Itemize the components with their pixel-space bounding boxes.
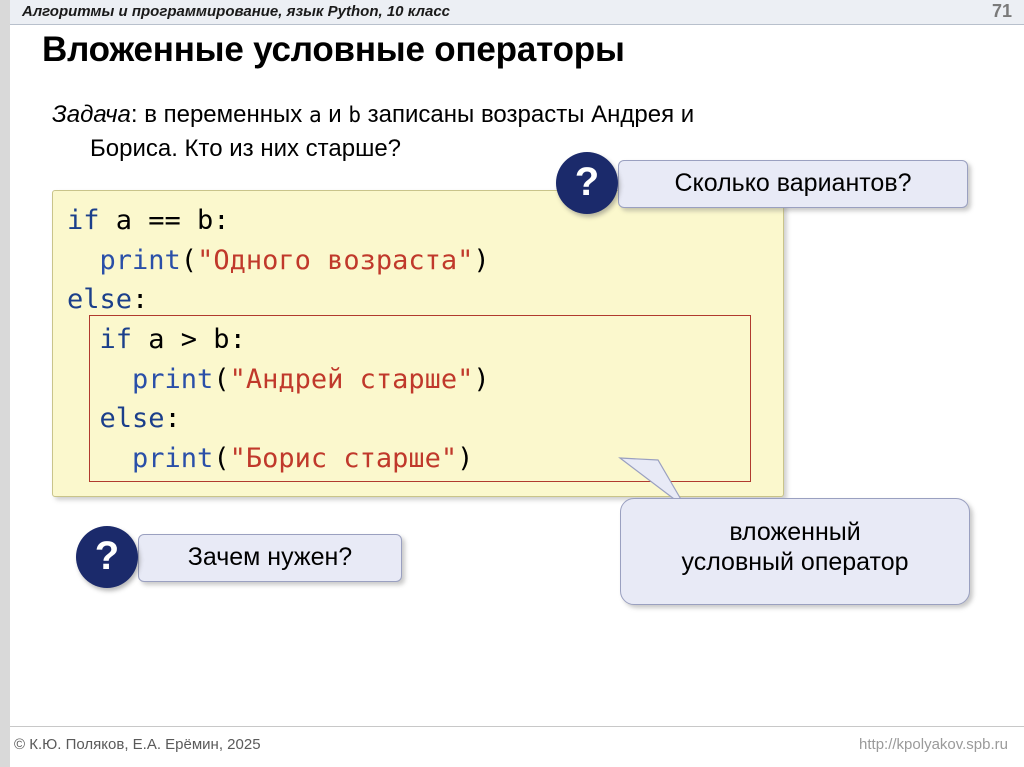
task-var-a: a bbox=[308, 103, 322, 127]
footer-url[interactable]: http://kpolyakov.spb.ru bbox=[859, 736, 1008, 753]
footer-divider bbox=[10, 726, 1024, 727]
callout-how-many-variants bbox=[618, 160, 968, 208]
code-string-2: "Андрей старше" bbox=[229, 363, 474, 395]
code-listing bbox=[67, 201, 490, 479]
code-keyword-if-outer: if bbox=[67, 205, 100, 236]
callout-nested-conditional bbox=[620, 498, 970, 605]
page-number: 71 bbox=[991, 1, 1012, 21]
task-text-1: : в переменных bbox=[130, 101, 309, 128]
callout-nested-text bbox=[621, 499, 969, 577]
code-paren-open-2: ( bbox=[213, 363, 230, 395]
code-line3-rest: : bbox=[132, 284, 149, 316]
slide-header bbox=[10, 0, 1024, 25]
task-label: Задача bbox=[52, 101, 131, 128]
code-print-1: print bbox=[99, 244, 181, 276]
course-title: Алгоритмы и программирование, язык Python, 10 класс bbox=[22, 3, 451, 20]
task-text-2: и bbox=[321, 101, 349, 128]
code-line4-rest: a > b: bbox=[132, 324, 246, 356]
page-title: Вложенные условные операторы bbox=[42, 30, 625, 69]
callout-nested-line1: вложенный bbox=[729, 518, 861, 546]
code-keyword-if-inner: if bbox=[99, 324, 133, 356]
code-line1-rest: a == b: bbox=[99, 205, 230, 236]
code-keyword-else-outer: else bbox=[67, 284, 133, 316]
code-string-3: "Борис старше" bbox=[229, 443, 458, 475]
code-paren-close-3: ) bbox=[457, 443, 474, 475]
question-glyph-2: ? bbox=[94, 534, 120, 578]
code-string-1: "Одного возраста" bbox=[197, 244, 474, 276]
footer-copyright: © К.Ю. Поляков, Е.А. Ерёмин, 2025 bbox=[14, 736, 261, 753]
code-print-3: print bbox=[132, 443, 214, 475]
task-line-2: Бориса. Кто из них старше? bbox=[90, 135, 402, 163]
code-paren-open-3: ( bbox=[213, 443, 230, 475]
question-mark-icon-2 bbox=[76, 526, 138, 588]
code-print-2: print bbox=[132, 363, 214, 395]
callout-why-text: Зачем нужен? bbox=[187, 543, 353, 571]
question-mark-icon bbox=[556, 152, 618, 214]
callout-variants-text: Сколько вариантов? bbox=[674, 169, 912, 197]
task-statement bbox=[52, 98, 792, 166]
left-accent-bar bbox=[0, 0, 10, 767]
code-paren-close-1: ) bbox=[473, 244, 490, 276]
code-paren-close-2: ) bbox=[473, 363, 490, 395]
callout-why-needed bbox=[138, 534, 402, 582]
code-paren-open-1: ( bbox=[180, 244, 198, 276]
question-glyph: ? bbox=[574, 160, 600, 204]
task-var-b: b bbox=[348, 103, 361, 127]
code-line6-rest: : bbox=[164, 403, 181, 435]
callout-nested-line2: условный оператор bbox=[681, 547, 909, 576]
task-text-3: записаны возрасты Андрея и bbox=[361, 101, 695, 128]
code-keyword-else-inner: else bbox=[99, 403, 165, 435]
